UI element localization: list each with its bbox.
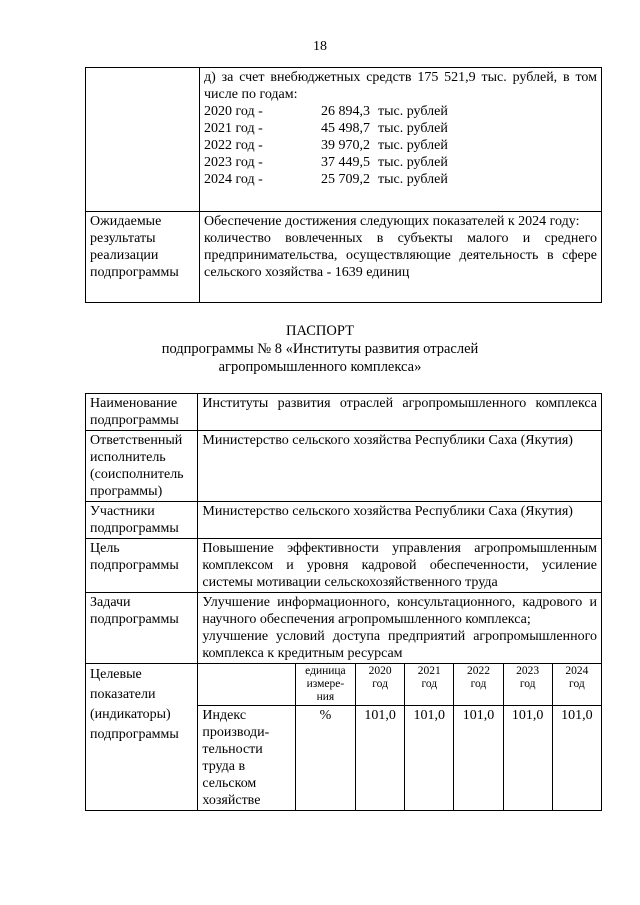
year-unit: тыс. рублей (378, 104, 448, 119)
funding-label-cell (86, 68, 200, 212)
executor-label: Ответственный исполнитель (соисполнитель программы) (86, 431, 198, 502)
year-label: 2020 год - (204, 104, 263, 119)
year-unit: тыс. рублей (378, 138, 448, 153)
funding-cell (200, 68, 602, 212)
indicator-2021: 101,0 (405, 706, 454, 811)
name-label: Наименование подпрограммы (86, 394, 198, 431)
indicator-2020: 101,0 (356, 706, 405, 811)
heading-line-3: агропромышленного комплекса» (218, 359, 422, 375)
results-text-2: количество вовлеченных в субъекты малого и среднего предпринимательства, осуществляющие деятельность в сфере сельского хозяйства - 1639 единиц (204, 231, 597, 280)
heading-line-2: подпрограммы № 8 «Институты развития отраслей (161, 341, 479, 357)
name-row (86, 394, 602, 431)
heading-line-1: ПАСПОРТ (286, 323, 354, 339)
year-2021-header: 2021 год (405, 664, 454, 706)
indicator-2022: 101,0 (454, 706, 503, 811)
year-amount: 26 894,3 (321, 104, 370, 119)
passport-table (85, 393, 602, 811)
year-unit: тыс. рублей (378, 121, 448, 136)
results-label: Ожидаемые результаты реализации подпрограммы (86, 212, 200, 303)
unit-header: единица измере-ния (295, 664, 355, 706)
year-amount: 25 709,2 (321, 172, 370, 187)
year-label: 2022 год - (204, 138, 263, 153)
year-amount: 45 498,7 (321, 121, 370, 136)
results-cell (200, 212, 602, 303)
indicator-unit: % (295, 706, 355, 811)
results-text-1: Обеспечение достижения следующих показателей к 2024 году: (204, 214, 580, 229)
tasks-value-1: Улучшение информационного, консультационного, кадрового и научного обеспечения агропромышленного комплекса; (202, 595, 597, 627)
year-unit: тыс. рублей (378, 155, 448, 170)
passport-heading (0, 322, 640, 376)
year-2023-header: 2023 год (503, 664, 552, 706)
year-2020-header: 2020 год (356, 664, 405, 706)
goal-label: Цель подпрограммы (86, 539, 198, 593)
year-label: 2021 год - (204, 121, 263, 136)
tasks-label: Задачи подпрограммы (86, 593, 198, 664)
name-value: Институты развития отраслей агропромышленного комплекса (198, 394, 602, 431)
year-unit: тыс. рублей (378, 172, 448, 187)
page-number: 18 (313, 39, 327, 54)
year-line (204, 137, 597, 154)
year-line (204, 171, 597, 188)
funding-intro: д) за счет внебюджетных средств 175 521,9 тыс. рублей, в том числе по годам: (204, 70, 597, 102)
indicators-header-row (86, 664, 602, 706)
executor-value: Министерство сельского хозяйства Республики Саха (Якутия) (198, 431, 602, 502)
year-line (204, 120, 597, 137)
year-amount: 37 449,5 (321, 155, 370, 170)
indicator-name: Индекс производи-тельности труда в сельском хозяйстве (198, 706, 295, 811)
tasks-value-2: улучшение условий доступа предприятий агропромышленного комплекса к кредитным ресурсам (202, 629, 597, 661)
results-row (86, 212, 602, 303)
indicators-label: Целевые показатели (индикаторы) подпрограммы (86, 664, 198, 811)
year-2024-header: 2024 год (552, 664, 601, 706)
goal-row (86, 539, 602, 593)
year-label: 2024 год - (204, 172, 263, 187)
indicator-2023: 101,0 (503, 706, 552, 811)
executor-row (86, 431, 602, 502)
year-label: 2023 год - (204, 155, 263, 170)
participants-value: Министерство сельского хозяйства Республики Саха (Якутия) (198, 502, 602, 539)
indicator-2024: 101,0 (552, 706, 601, 811)
year-2022-header: 2022 год (454, 664, 503, 706)
tasks-row (86, 593, 602, 664)
year-amount: 39 970,2 (321, 138, 370, 153)
tasks-cell (198, 593, 602, 664)
year-line (204, 154, 597, 171)
top-table (85, 67, 602, 303)
year-line (204, 103, 597, 120)
goal-value: Повышение эффективности управления агропромышленным комплексом и уровня кадровой обеспеченности, усиление системы мотивации сельскохозяйственного труда (198, 539, 602, 593)
indicator-name-header (198, 664, 295, 706)
participants-label: Участники подпрограммы (86, 502, 198, 539)
funding-row (86, 68, 602, 212)
participants-row (86, 502, 602, 539)
